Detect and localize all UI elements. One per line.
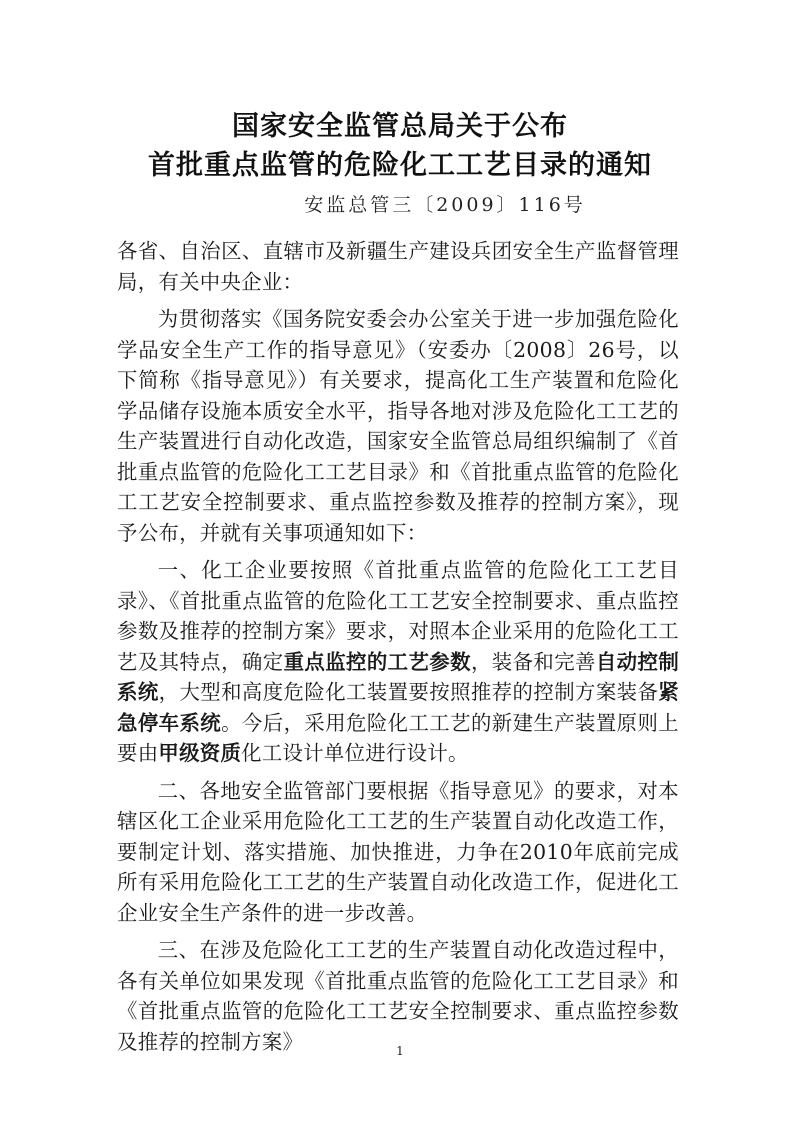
text-segment: ，大型和高度危险化工装置要按照推荐的控制方案装备 [158, 680, 659, 704]
text-segment: 。今后，采用危险化工工艺的新建生产装置原则上要由 [117, 710, 680, 765]
text-segment: 一、化工企业要按照《首批重点监管的危险化工工艺目录》、《首批重点监管的危险化工工艺安全控制要求、重点监控参数及推荐的控制方案》要求，对照本企业采用的危险化工工艺及其特点，确定 [117, 558, 679, 674]
text-segment: ，装备和完善 [470, 649, 596, 674]
title-line-2: 首批重点监管的危险化工工艺目录的通知 [148, 150, 652, 181]
text-segment: 化工设计单位进行设计。 [241, 741, 469, 765]
paragraph-intro: 为贯彻落实《国务院安委会办公室关于进一步加强危险化学品安全生产工作的指导意见》（安委办〔2008〕26号，以下简称《指导意见》）有关要求，提高化工生产装置和危险化学品储存设施本质安全水平，指导各地对涉及危险化工工艺的生产装置进行自动化改造，国家安全监管总局组织编制了《首批重点监管的危险化工工艺目录》和《首批重点监管的危险化工工艺安全控制要求、重点监控参数及推荐的控制方案》，现予公布，并就有关事项通知如下： [117, 307, 679, 545]
page-number: 1 [396, 1044, 404, 1058]
paragraph-item-1 [117, 555, 679, 769]
bold-emergency-shutdown: 紧急停车系统 [117, 680, 679, 735]
title-line-1: 国家安全监管总局关于公布 [232, 111, 568, 142]
document-number: 安监总管三〔2009〕116号 [304, 194, 586, 216]
bold-grade-a: 甲级资质 [158, 741, 242, 765]
paragraph-item-3: 三、在涉及危险化工工艺的生产装置自动化改造过程中，各有关单位如果发现《首批重点监管的危险化工工艺目录》和《首批重点监管的危险化工工艺安全控制要求、重点监控参数及推荐的控制方案》 [117, 938, 679, 1054]
document-body [117, 236, 679, 1064]
bold-key-parameters: 重点监控的工艺参数 [283, 649, 471, 674]
paragraph-item-2: 二、各地安全监管部门要根据《指导意见》的要求，对本辖区化工企业采用危险化工工艺的生产装置自动化改造工作，要制定计划、落实措施、加快推进，力争在2010年底前完成所有采用危险化工工艺的生产装置自动化改造工作，促进化工企业安全生产条件的进一步改善。 [117, 778, 679, 925]
addressee: 各省、自治区、直辖市及新疆生产建设兵团安全生产监督管理局，有关中央企业： [117, 239, 679, 294]
bold-auto-control-system: 自动控制系统 [117, 649, 680, 704]
